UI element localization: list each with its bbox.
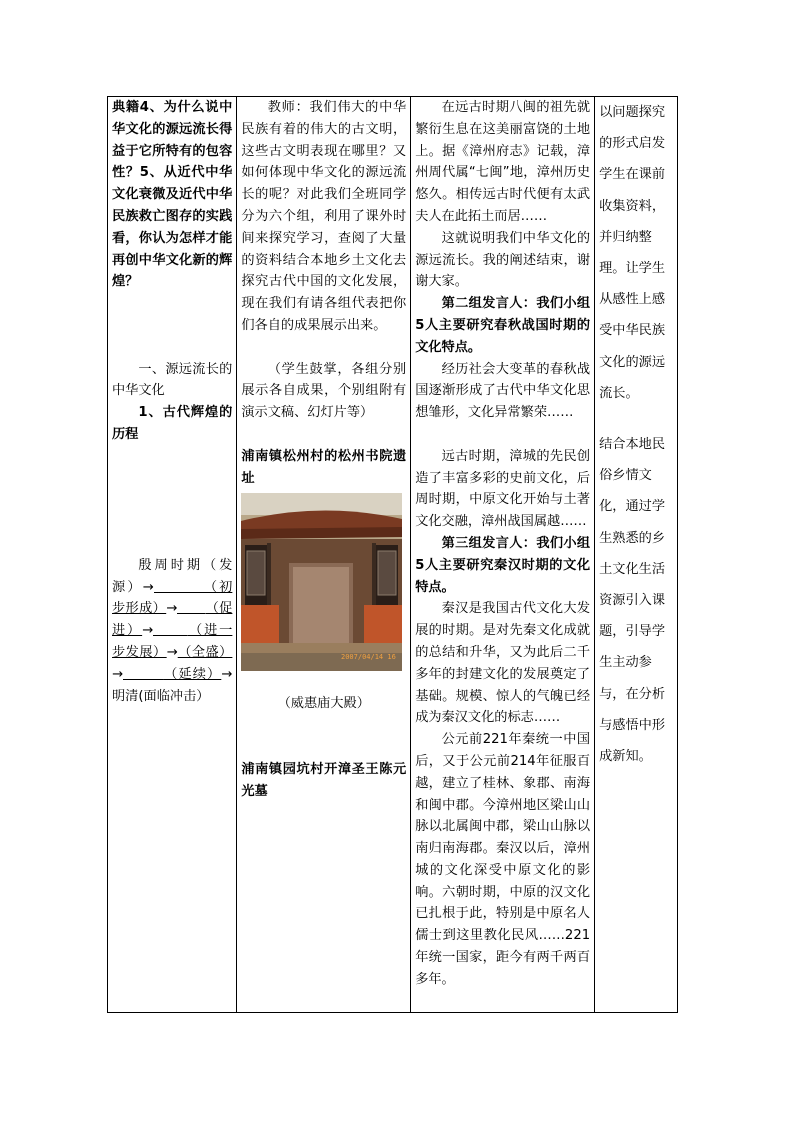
timeline-item-4: （全盛） xyxy=(177,644,233,660)
design-note-1: 以问题探究的形式启发学生在课前收集资料，并归纳整理。让学生从感性上感受中华民族文化的源远流长。 xyxy=(599,105,666,401)
timeline-arrow-3: → xyxy=(166,644,178,660)
outline-column xyxy=(108,97,237,1013)
group2-para-spring-autumn: 经历社会大变革的春秋战国逐渐形成了古代中华文化思想雏形，文化异常繁荣…… xyxy=(415,361,591,421)
group2-speaker: 第二组发言人：我们小组5人主要研究春秋战国时期的文化特点。 xyxy=(415,296,591,355)
group3-speaker: 第三组发言人：我们小组5人主要研究秦汉时期的文化特点。 xyxy=(415,535,591,595)
question-prefix: 典籍4、 xyxy=(112,100,164,115)
student-column xyxy=(411,97,595,1013)
group3-para-history: 公元前221年秦统一中国后，又于公元前214年征服百越，建立了桂林、象郡、南海和闽中郡。今漳州地区梁山山脉以北属闽中郡，梁山山脉以南归南海郡。秦汉以后，漳州城的文化深受中原文化的影响。六朝时期，中原的汉文化已扎根于此，特别是中原名人儒士到这里教化民风……221年统一国家，距今有两千两百多年。 xyxy=(415,732,591,987)
timeline-arrow-1: → xyxy=(166,601,178,617)
timeline-end: →明清(面临冲击） xyxy=(112,666,233,704)
group1-conclusion: 这就说明我们中华文化的源远流长。我的阐述结束，谢谢大家。 xyxy=(415,230,591,290)
lesson-plan-table xyxy=(107,96,678,1013)
design-intent-column xyxy=(595,97,678,1013)
timeline-item-3: （进一步发展） xyxy=(112,623,233,660)
site-title-chen-yuanguang: 浦南镇园坑村开漳圣王陈元光墓 xyxy=(241,761,407,799)
photo-caption: （威惠庙大殿） xyxy=(277,696,370,712)
design-note-2: 结合本地民俗乡情文化，通过学生熟悉的乡土文化生活资源引入课题，引导学生主动参与，在分析与感悟中形成新知。 xyxy=(599,437,666,765)
timeline-arrow-2: → xyxy=(142,623,154,639)
photo-timestamp: 2007/04/14 16 xyxy=(341,653,397,662)
teacher-column xyxy=(237,97,411,1013)
site-title-songzhou: 浦南镇松州村的松州书院遗址 xyxy=(241,448,407,486)
section-title: 一、源远流长的中华文化 xyxy=(112,361,233,399)
question-text: 为什么说中华文化的源远流长得益于它所特有的包容性？5、从近代中华文化衰微及近代中华民族救亡图存的实践看，你认为怎样才能再创中华文化新的辉煌？ xyxy=(112,100,233,290)
table-row xyxy=(108,97,678,1013)
timeline-item-5: （延续） xyxy=(163,666,222,682)
teacher-intro: 教师：我们伟大的中华民族有着的伟大的古文明，这些古文明表现在哪里？又如何体现中华文化的源远流长的呢？对此我们全班同学分为六个组，利用了课外时间来探究学习，查阅了大量的资料结合本地乡土文化去探究古代中国的文化发展，现在我们有请各组代表把你们各自的成果展示出来。 xyxy=(241,100,407,333)
group2-para-zhangcheng: 远古时期，漳城的先民创造了丰富多彩的史前文化，后周时期，中原文化开始与土著文化交融，漳州战国属越…… xyxy=(415,448,591,530)
group3-para-qinhan: 秦汉是我国古代文化大发展的时期。是对先秦文化成就的总结和升华，又为此后二千多年的封建文化的发展奠定了基础。规模、惊人的气魄已经成为秦汉文化的标志…… xyxy=(415,601,591,726)
temple-photo xyxy=(241,493,402,671)
timeline xyxy=(112,555,232,708)
group1-para-origin: 在远古时期八闽的祖先就繁衍生息在这美丽富饶的土地上。据《漳州府志》记载，漳州周代属“七闽”地，漳州历史悠久。相传远古时代便有太武夫人在此拓土而居…… xyxy=(415,100,591,224)
timeline-item-1: （初步形成） xyxy=(112,579,233,617)
timeline-start: 殷周时期（发源）→ xyxy=(112,557,233,595)
timeline-arrow-4: → xyxy=(112,666,124,682)
question-block xyxy=(112,97,232,293)
student-applause-note: （学生鼓掌，各组分别展示各自成果，个别组附有演示文稿、幻灯片等） xyxy=(241,361,407,421)
subsection-title: 1、古代辉煌的历程 xyxy=(112,405,233,442)
temple-photo-image xyxy=(241,493,402,671)
timeline-item-2: （促进） xyxy=(112,601,233,639)
